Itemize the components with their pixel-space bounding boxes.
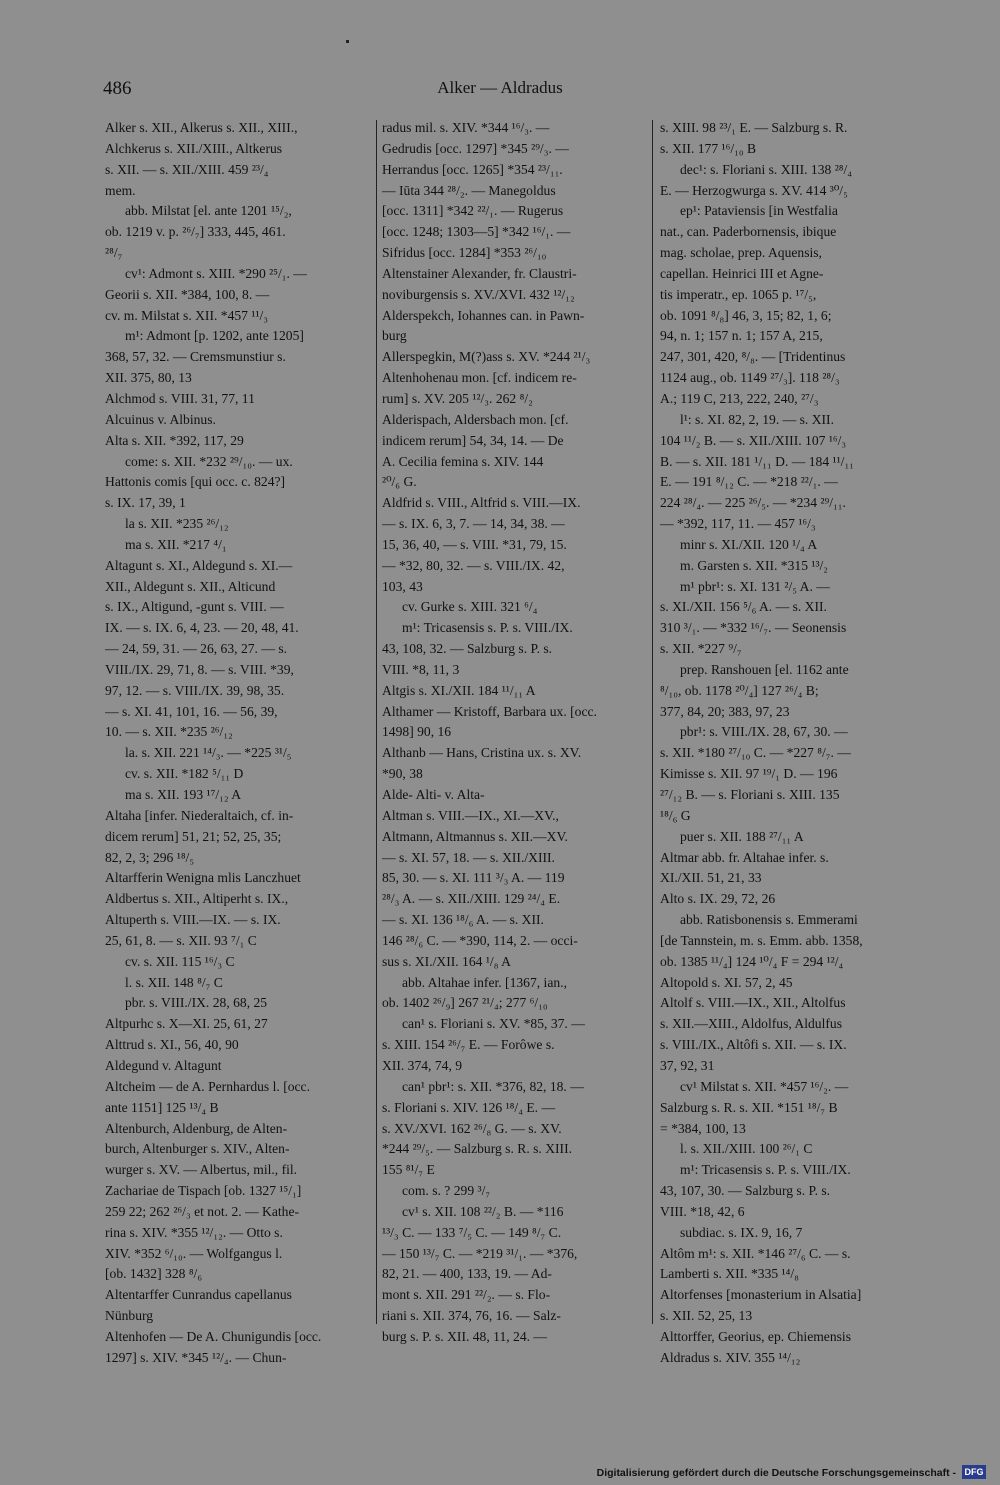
index-line: minr s. XI./XII. 120 ¹/₄ A bbox=[680, 536, 818, 552]
index-line: sus s. XI./XII. 164 ¹/₈ A bbox=[382, 953, 511, 969]
index-line: s. XII. *227 ⁹/₇ bbox=[660, 641, 742, 657]
index-line: Altarfferin Wenigna mlis Lanczhuet bbox=[105, 870, 301, 886]
index-line: 1124 aug., ob. 1149 ²⁷/₃]. 118 ²⁸/₃ bbox=[660, 370, 840, 386]
index-line: [ob. 1432] 328 ⁸/₆ bbox=[105, 1266, 203, 1282]
index-line: 43, 107, 30. — Salzburg s. P. s. bbox=[660, 1183, 831, 1199]
index-line: Zachariae de Tispach [ob. 1327 ¹⁵/₁] bbox=[105, 1183, 302, 1199]
index-line: 82, 21. — 400, 133, 19. — Ad- bbox=[382, 1266, 552, 1282]
index-line: 103, 43 bbox=[382, 578, 423, 594]
index-line: 259 22; 262 ²⁶/₃ et not. 2. — Kathe- bbox=[105, 1203, 300, 1219]
index-line: 25, 61, 8. — s. XII. 93 ⁷/₁ C bbox=[105, 932, 257, 948]
index-line: Alttorffer, Georius, ep. Chiemensis bbox=[660, 1328, 851, 1344]
index-line: Altagunt s. XI., Aldegund s. XI.— bbox=[105, 557, 293, 573]
index-line: la. s. XII. 221 ¹⁴/₃. — *225 ³¹/₅ bbox=[125, 745, 292, 761]
index-line: prep. Ranshouen [el. 1162 ante bbox=[680, 661, 849, 677]
index-line: m¹: Tricasensis s. P. s. VIII./IX. bbox=[402, 620, 573, 636]
index-line: s. XII. — s. XII./XIII. 459 ²³/₄ bbox=[105, 161, 269, 177]
index-line: ma s. XII. *217 ⁴/₁ bbox=[125, 536, 227, 552]
index-line: 377, 84, 20; 383, 97, 23 bbox=[660, 703, 790, 719]
index-line: s. XIII. 98 ²³/₁ E. — Salzburg s. R. bbox=[660, 120, 848, 135]
index-line: — s. XI. 57, 18. — s. XII./XIII. bbox=[382, 849, 555, 865]
column-divider-left bbox=[376, 120, 377, 1324]
index-line: Alde- Alti- v. Alta- bbox=[382, 787, 485, 802]
index-line: B. — s. XII. 181 ¹/₁₁ D. — 184 ¹¹/₁₁ bbox=[660, 453, 854, 469]
index-line: Altopold s. XI. 57, 2, 45 bbox=[660, 974, 793, 990]
index-line: l¹: s. XI. 82, 2, 19. — s. XII. bbox=[680, 411, 834, 427]
index-line: Gedrudis [occ. 1297] *345 ²⁹/₃. — bbox=[382, 140, 569, 156]
index-line: Altgis s. XI./XII. 184 ¹¹/₁₁ A bbox=[382, 682, 536, 698]
index-line: burg bbox=[382, 328, 407, 344]
index-line: rum] s. XV. 205 ¹²/₃. 262 ⁸/₂ bbox=[382, 390, 533, 406]
index-line: XII., Aldegunt s. XII., Alticund bbox=[105, 578, 276, 594]
index-line: ob. 1219 v. p. ²⁶/₇] 333, 445, 461. bbox=[105, 224, 286, 240]
index-line: m¹: Admont [p. 1202, ante 1205] bbox=[125, 328, 304, 344]
index-line: l. s. XII./XIII. 100 ²⁶/₁ C bbox=[680, 1141, 813, 1157]
index-line: ob. 1402 ²⁶/₉] 267 ²¹/₄; 277 ⁶/₁₀ bbox=[382, 995, 548, 1011]
index-line: m¹: Tricasensis s. P. s. VIII./IX. bbox=[680, 1162, 851, 1178]
index-line: cv¹: Admont s. XIII. *290 ²⁵/₁. — bbox=[125, 265, 307, 281]
index-line: *244 ²⁹/₅. — Salzburg s. R. s. XIII. bbox=[382, 1141, 573, 1157]
index-line: Alderspekch, Iohannes can. in Pawn- bbox=[382, 307, 585, 323]
index-line: Georii s. XII. *384, 100, 8. — bbox=[105, 286, 270, 302]
index-line: can¹ s. Floriani s. XV. *85, 37. — bbox=[402, 1016, 585, 1032]
index-line: Alto s. IX. 29, 72, 26 bbox=[660, 891, 776, 907]
index-line: [occ. 1311] *342 ²²/₁. — Rugerus bbox=[382, 203, 564, 219]
index-line: s. XII.—XIII., Aldolfus, Aldulfus bbox=[660, 1016, 842, 1032]
index-line: ep¹: Pataviensis [in Westfalia bbox=[680, 203, 838, 219]
index-line: A.; 119 C, 213, 222, 240, ²⁷/₃ bbox=[660, 390, 819, 406]
footer-credit: Digitalisierung gefördert durch die Deutsche Forschungsgemeinschaft - bbox=[596, 1467, 956, 1479]
index-line: [de Tannstein, m. s. Emm. abb. 1358, bbox=[660, 932, 863, 948]
index-line: m. Garsten s. XII. *315 ¹³/₂ bbox=[680, 557, 829, 573]
index-line: s. XII. *180 ²⁷/₁₀ C. — *227 ⁸/₇. — bbox=[660, 745, 851, 761]
index-line: Aldradus s. XIV. 355 ¹⁴/₁₂ bbox=[660, 1349, 801, 1365]
index-line: *90, 38 bbox=[382, 766, 423, 782]
index-line: Altôm m¹: s. XII. *146 ²⁷/₆ C. — s. bbox=[660, 1245, 851, 1261]
index-line: indicem rerum] 54, 34, 14. — De bbox=[382, 432, 564, 448]
index-line: Altuperth s. VIII.—IX. — s. IX. bbox=[105, 912, 281, 928]
index-line: Alderispach, Aldersbach mon. [cf. bbox=[382, 411, 569, 427]
index-line: dec¹: s. Floriani s. XIII. 138 ²⁸/₄ bbox=[680, 161, 853, 177]
index-line: — s. IX. 6, 3, 7. — 14, 34, 38. — bbox=[382, 516, 565, 532]
index-line: Aldbertus s. XII., Altiperht s. IX., bbox=[105, 891, 289, 907]
index-line: s. Floriani s. XIV. 126 ¹⁸/₄ E. — bbox=[382, 1099, 556, 1115]
index-line: abb. Milstat [el. ante 1201 ¹⁵/₂, bbox=[125, 203, 292, 219]
index-line: cv. m. Milstat s. XII. *457 ¹¹/₃ bbox=[105, 307, 269, 323]
index-line: Herrandus [occ. 1265] *354 ²³/₁₁. bbox=[382, 161, 563, 177]
index-line: ante 1151] 125 ¹³/₄ B bbox=[105, 1099, 219, 1115]
index-line: nat., can. Paderbornensis, ibique bbox=[660, 224, 837, 240]
index-line: VIII. *18, 42, 6 bbox=[660, 1203, 745, 1219]
index-line: 82, 2, 3; 296 ¹⁸/₅ bbox=[105, 849, 195, 865]
index-line: Alta s. XII. *392, 117, 29 bbox=[105, 432, 244, 448]
dfg-logo: DFG bbox=[962, 1465, 986, 1479]
index-line: abb. Altahae infer. [1367, ian., bbox=[402, 974, 567, 990]
index-line: ²⁰/₆ G. bbox=[382, 474, 417, 490]
index-line: puer s. XII. 188 ²⁷/₁₁ A bbox=[680, 828, 804, 844]
index-line: [occ. 1248; 1303—5] *342 ¹⁶/₁. — bbox=[382, 224, 571, 240]
index-line: pbr. s. VIII./IX. 28, 68, 25 bbox=[125, 995, 268, 1011]
index-line: com. s. ? 299 ³/₇ bbox=[402, 1183, 491, 1199]
index-line: Aldegund v. Altagunt bbox=[105, 1057, 222, 1073]
index-line: Altenburch, Aldenburg, de Alten- bbox=[105, 1120, 288, 1136]
index-line: — s. XI. 136 ¹⁸/₆ A. — s. XII. bbox=[382, 912, 544, 928]
index-line: Altaha [infer. Niederaltaich, cf. in- bbox=[105, 807, 294, 823]
index-line: 310 ³/₁. — *332 ¹⁶/₇. — Seonensis bbox=[660, 620, 847, 636]
index-line: burch, Altenburger s. XIV., Alten- bbox=[105, 1141, 290, 1157]
index-column-right bbox=[660, 118, 922, 1369]
index-line: 97, 12. — s. VIII./IX. 39, 98, 35. bbox=[105, 682, 285, 698]
index-line: s. XIII. 154 ²⁶/₇ E. — Forôwe s. bbox=[382, 1037, 555, 1053]
index-line: s. XV./XVI. 162 ²⁶/₈ G. — s. XV. bbox=[382, 1120, 562, 1136]
index-line: wurger s. XV. — Albertus, mil., fil. bbox=[105, 1162, 298, 1178]
index-column-left bbox=[105, 118, 373, 1369]
index-line: noviburgensis s. XV./XVI. 432 ¹²/₁₂ bbox=[382, 286, 575, 302]
index-line: mem. bbox=[105, 182, 136, 198]
index-line: Aldfrid s. VIII., Altfrid s. VIII.—IX. bbox=[382, 495, 581, 511]
index-line: Kimisse s. XII. 97 ¹⁹/₁ D. — 196 bbox=[660, 766, 838, 782]
index-line: 85, 30. — s. XI. 111 ³/₃ A. — 119 bbox=[382, 870, 565, 886]
index-line: 146 ²⁸/₆ C. — *390, 114, 2. — occi- bbox=[382, 932, 578, 948]
index-line: Lamberti s. XII. *335 ¹⁴/₈ bbox=[660, 1266, 799, 1282]
index-line: 155 ⁸¹/₇ E bbox=[382, 1162, 435, 1178]
index-line: ¹³/₃ C. — 133 ⁷/₅ C. — 149 ⁸/₇ C. bbox=[382, 1224, 562, 1240]
index-line: capellan. Heinrici III et Agne- bbox=[660, 265, 824, 281]
index-line: XIV. *352 ⁶/₁₀. — Wolfgangus l. bbox=[105, 1245, 283, 1261]
index-line: 224 ²⁸/₄. — 225 ²⁶/₅. — *234 ²⁹/₁₁. bbox=[660, 495, 846, 511]
index-line: ob. 1091 ⁸/₈] 46, 3, 15; 82, 1, 6; bbox=[660, 307, 832, 323]
index-line: 1498] 90, 16 bbox=[382, 724, 452, 740]
index-line: VIII./IX. 29, 71, 8. — s. VIII. *39, bbox=[105, 661, 294, 677]
index-line: — s. XI. 41, 101, 16. — 56, 39, bbox=[105, 703, 278, 719]
index-line: 10. — s. XII. *235 ²⁶/₁₂ bbox=[105, 724, 233, 740]
index-line: XI./XII. 51, 21, 33 bbox=[660, 870, 762, 886]
index-line: ⁸/₁₀, ob. 1178 ²⁰/₄] 127 ²⁶/₄ B; bbox=[660, 682, 819, 698]
index-line: ¹⁸/₆ G bbox=[660, 807, 691, 823]
index-line: Althanb — Hans, Cristina ux. s. XV. bbox=[382, 745, 582, 761]
index-line: m¹ pbr¹: s. XI. 131 ²/₅ A. — bbox=[680, 578, 830, 594]
index-line: s. VIII./IX., Altôfi s. XII. — s. IX. bbox=[660, 1037, 847, 1053]
index-line: Alchmod s. VIII. 31, 77, 11 bbox=[105, 390, 255, 406]
index-line: 15, 36, 40, — s. VIII. *31, 79, 15. bbox=[382, 536, 567, 552]
index-line: cv¹ Milstat s. XII. *457 ¹⁶/₂. — bbox=[680, 1078, 849, 1094]
index-line: 247, 301, 420, ⁸/₈. — [Tridentinus bbox=[660, 349, 846, 365]
index-line: 43, 108, 32. — Salzburg s. P. s. bbox=[382, 641, 553, 657]
index-line: Altenhofen — De A. Chunigundis [occ. bbox=[105, 1328, 322, 1344]
running-head: Alker — Aldradus bbox=[437, 78, 563, 97]
index-line: Altpurhc s. X—XI. 25, 61, 27 bbox=[105, 1016, 268, 1032]
index-line: abb. Ratisbonensis s. Emmerami bbox=[680, 912, 858, 928]
index-line: = *384, 100, 13 bbox=[660, 1120, 746, 1136]
index-line: cv. Gurke s. XIII. 321 ⁶/₄ bbox=[402, 599, 538, 615]
index-line: ²⁸/₃ A. — s. XII./XIII. 129 ²⁴/₄ E. bbox=[382, 891, 561, 907]
index-line: dicem rerum] 51, 21; 52, 25, 35; bbox=[105, 828, 282, 844]
index-line: rina s. XIV. *355 ¹²/₁₂. — Otto s. bbox=[105, 1224, 283, 1240]
index-line: Althamer — Kristoff, Barbara ux. [occ. bbox=[382, 703, 597, 719]
page-number: 486 bbox=[103, 78, 132, 99]
index-line: s. XII. 52, 25, 13 bbox=[660, 1308, 753, 1324]
index-line: XII. 374, 74, 9 bbox=[382, 1057, 463, 1073]
index-line: Alchkerus s. XII./XIII., Altkerus bbox=[105, 140, 283, 156]
index-line: cv. s. XII. 115 ¹⁶/₃ C bbox=[125, 953, 235, 969]
index-line: s. IX. 17, 39, 1 bbox=[105, 495, 186, 511]
index-line: — 24, 59, 31. — 26, 63, 27. — s. bbox=[105, 641, 288, 657]
index-line: 368, 57, 32. — Cremsmunstiur s. bbox=[105, 349, 286, 365]
index-line: IX. — s. IX. 6, 4, 23. — 20, 48, 41. bbox=[105, 620, 299, 636]
index-line: tis imperatr., ep. 1065 p. ¹⁷/₅, bbox=[660, 286, 817, 302]
index-line: la s. XII. *235 ²⁶/₁₂ bbox=[125, 516, 229, 532]
index-line: E. — Herzogwurga s. XV. 414 ³⁰/₅ bbox=[660, 182, 848, 198]
index-line: Altman s. VIII.—IX., XI.—XV., bbox=[382, 807, 559, 823]
index-line: Altcheim — de A. Pernhardus l. [occ. bbox=[105, 1078, 310, 1094]
index-line: — *392, 117, 11. — 457 ¹⁶/₃ bbox=[660, 516, 816, 532]
index-line: cv. s. XII. *182 ⁵/₁₁ D bbox=[125, 766, 244, 782]
index-line: — Iūta 344 ²⁸/₂. — Manegoldus bbox=[382, 182, 556, 198]
index-line: Allerspegkin, M(?)ass s. XV. *244 ²¹/₃ bbox=[382, 349, 591, 365]
index-line: Hattonis comis [qui occ. c. 824?] bbox=[105, 474, 286, 490]
index-line: s. XI./XII. 156 ⁵/₆ A. — s. XII. bbox=[660, 599, 827, 615]
index-line: Altolf s. VIII.—IX., XII., Altolfus bbox=[660, 995, 846, 1011]
index-line: radus mil. s. XIV. *344 ¹⁶/₃. — bbox=[382, 120, 550, 135]
index-line: come: s. XII. *232 ²⁹/₁₀. — ux. bbox=[125, 453, 293, 469]
index-line: Sifridus [occ. 1284] *353 ²⁶/₁₀ bbox=[382, 245, 547, 261]
speck-mark bbox=[346, 40, 349, 43]
index-line: 1297] s. XIV. *345 ¹²/₄. — Chun- bbox=[105, 1349, 287, 1365]
index-line: Altentarffer Cunrandus capellanus bbox=[105, 1287, 292, 1303]
index-line: ²⁸/₇ bbox=[105, 245, 123, 261]
index-line: 104 ¹¹/₂ B. — s. XII./XIII. 107 ¹⁶/₃ bbox=[660, 432, 847, 448]
index-line: s. XII. 177 ¹⁶/₁₀ B bbox=[660, 140, 757, 156]
index-line: XII. 375, 80, 13 bbox=[105, 370, 192, 386]
index-line: Salzburg s. R. s. XII. *151 ¹⁸/₇ B bbox=[660, 1099, 838, 1115]
index-line: Alker s. XII., Alkerus s. XII., XIII., bbox=[105, 120, 298, 135]
index-line: Alcuinus v. Albinus. bbox=[105, 411, 216, 427]
index-line: VIII. *8, 11, 3 bbox=[382, 661, 460, 677]
index-line: Altmar abb. fr. Altahae infer. s. bbox=[660, 849, 829, 865]
index-line: cv¹ s. XII. 108 ²²/₂ B. — *116 bbox=[402, 1203, 564, 1219]
index-line: Altenhohenau mon. [cf. indicem re- bbox=[382, 370, 577, 386]
index-line: can¹ pbr¹: s. XII. *376, 82, 18. — bbox=[402, 1078, 584, 1094]
column-divider-right bbox=[652, 120, 653, 1324]
index-line: subdiac. s. IX. 9, 16, 7 bbox=[680, 1224, 803, 1240]
index-line: A. Cecilia femina s. XIV. 144 bbox=[382, 453, 544, 469]
index-line: mag. scholae, prep. Aquensis, bbox=[660, 245, 822, 261]
index-line: ma s. XII. 193 ¹⁷/₁₂ A bbox=[125, 787, 242, 802]
index-line: Altmann, Altmannus s. XII.—XV. bbox=[382, 828, 568, 844]
index-line: Nünburg bbox=[105, 1308, 154, 1324]
index-line: Alttrud s. XI., 56, 40, 90 bbox=[105, 1037, 239, 1053]
index-line: — 150 ¹³/₇ C. — *219 ³¹/₁. — *376, bbox=[382, 1245, 578, 1261]
index-line: riani s. XII. 374, 76, 16. — Salz- bbox=[382, 1308, 561, 1324]
index-line: E. — 191 ⁸/₁₂ C. — *218 ²²/₁. — bbox=[660, 474, 838, 490]
index-line: 37, 92, 31 bbox=[660, 1057, 715, 1073]
index-line: s. IX., Altigund, -gunt s. VIII. — bbox=[105, 599, 284, 615]
index-line: Altenstainer Alexander, fr. Claustri- bbox=[382, 265, 577, 281]
index-line: — *32, 80, 32. — s. VIII./IX. 42, bbox=[382, 557, 565, 573]
index-column-middle bbox=[382, 118, 645, 1348]
index-line: l. s. XII. 148 ⁸/₇ C bbox=[125, 974, 223, 990]
index-line: ²⁷/₁₂ B. — s. Floriani s. XIII. 135 bbox=[660, 787, 840, 802]
index-line: 94, n. 1; 157 n. 1; 157 A, 215, bbox=[660, 328, 823, 344]
index-line: ob. 1385 ¹¹/₄] 124 ¹⁰/₄ F = 294 ¹²/₄ bbox=[660, 953, 844, 969]
index-line: burg s. P. s. XII. 48, 11, 24. — bbox=[382, 1328, 548, 1344]
index-line: mont s. XII. 291 ²²/₂. — s. Flo- bbox=[382, 1287, 551, 1303]
index-line: pbr¹: s. VIII./IX. 28, 67, 30. — bbox=[680, 724, 848, 740]
index-line: Altorfenses [monasterium in Alsatia] bbox=[660, 1287, 862, 1303]
